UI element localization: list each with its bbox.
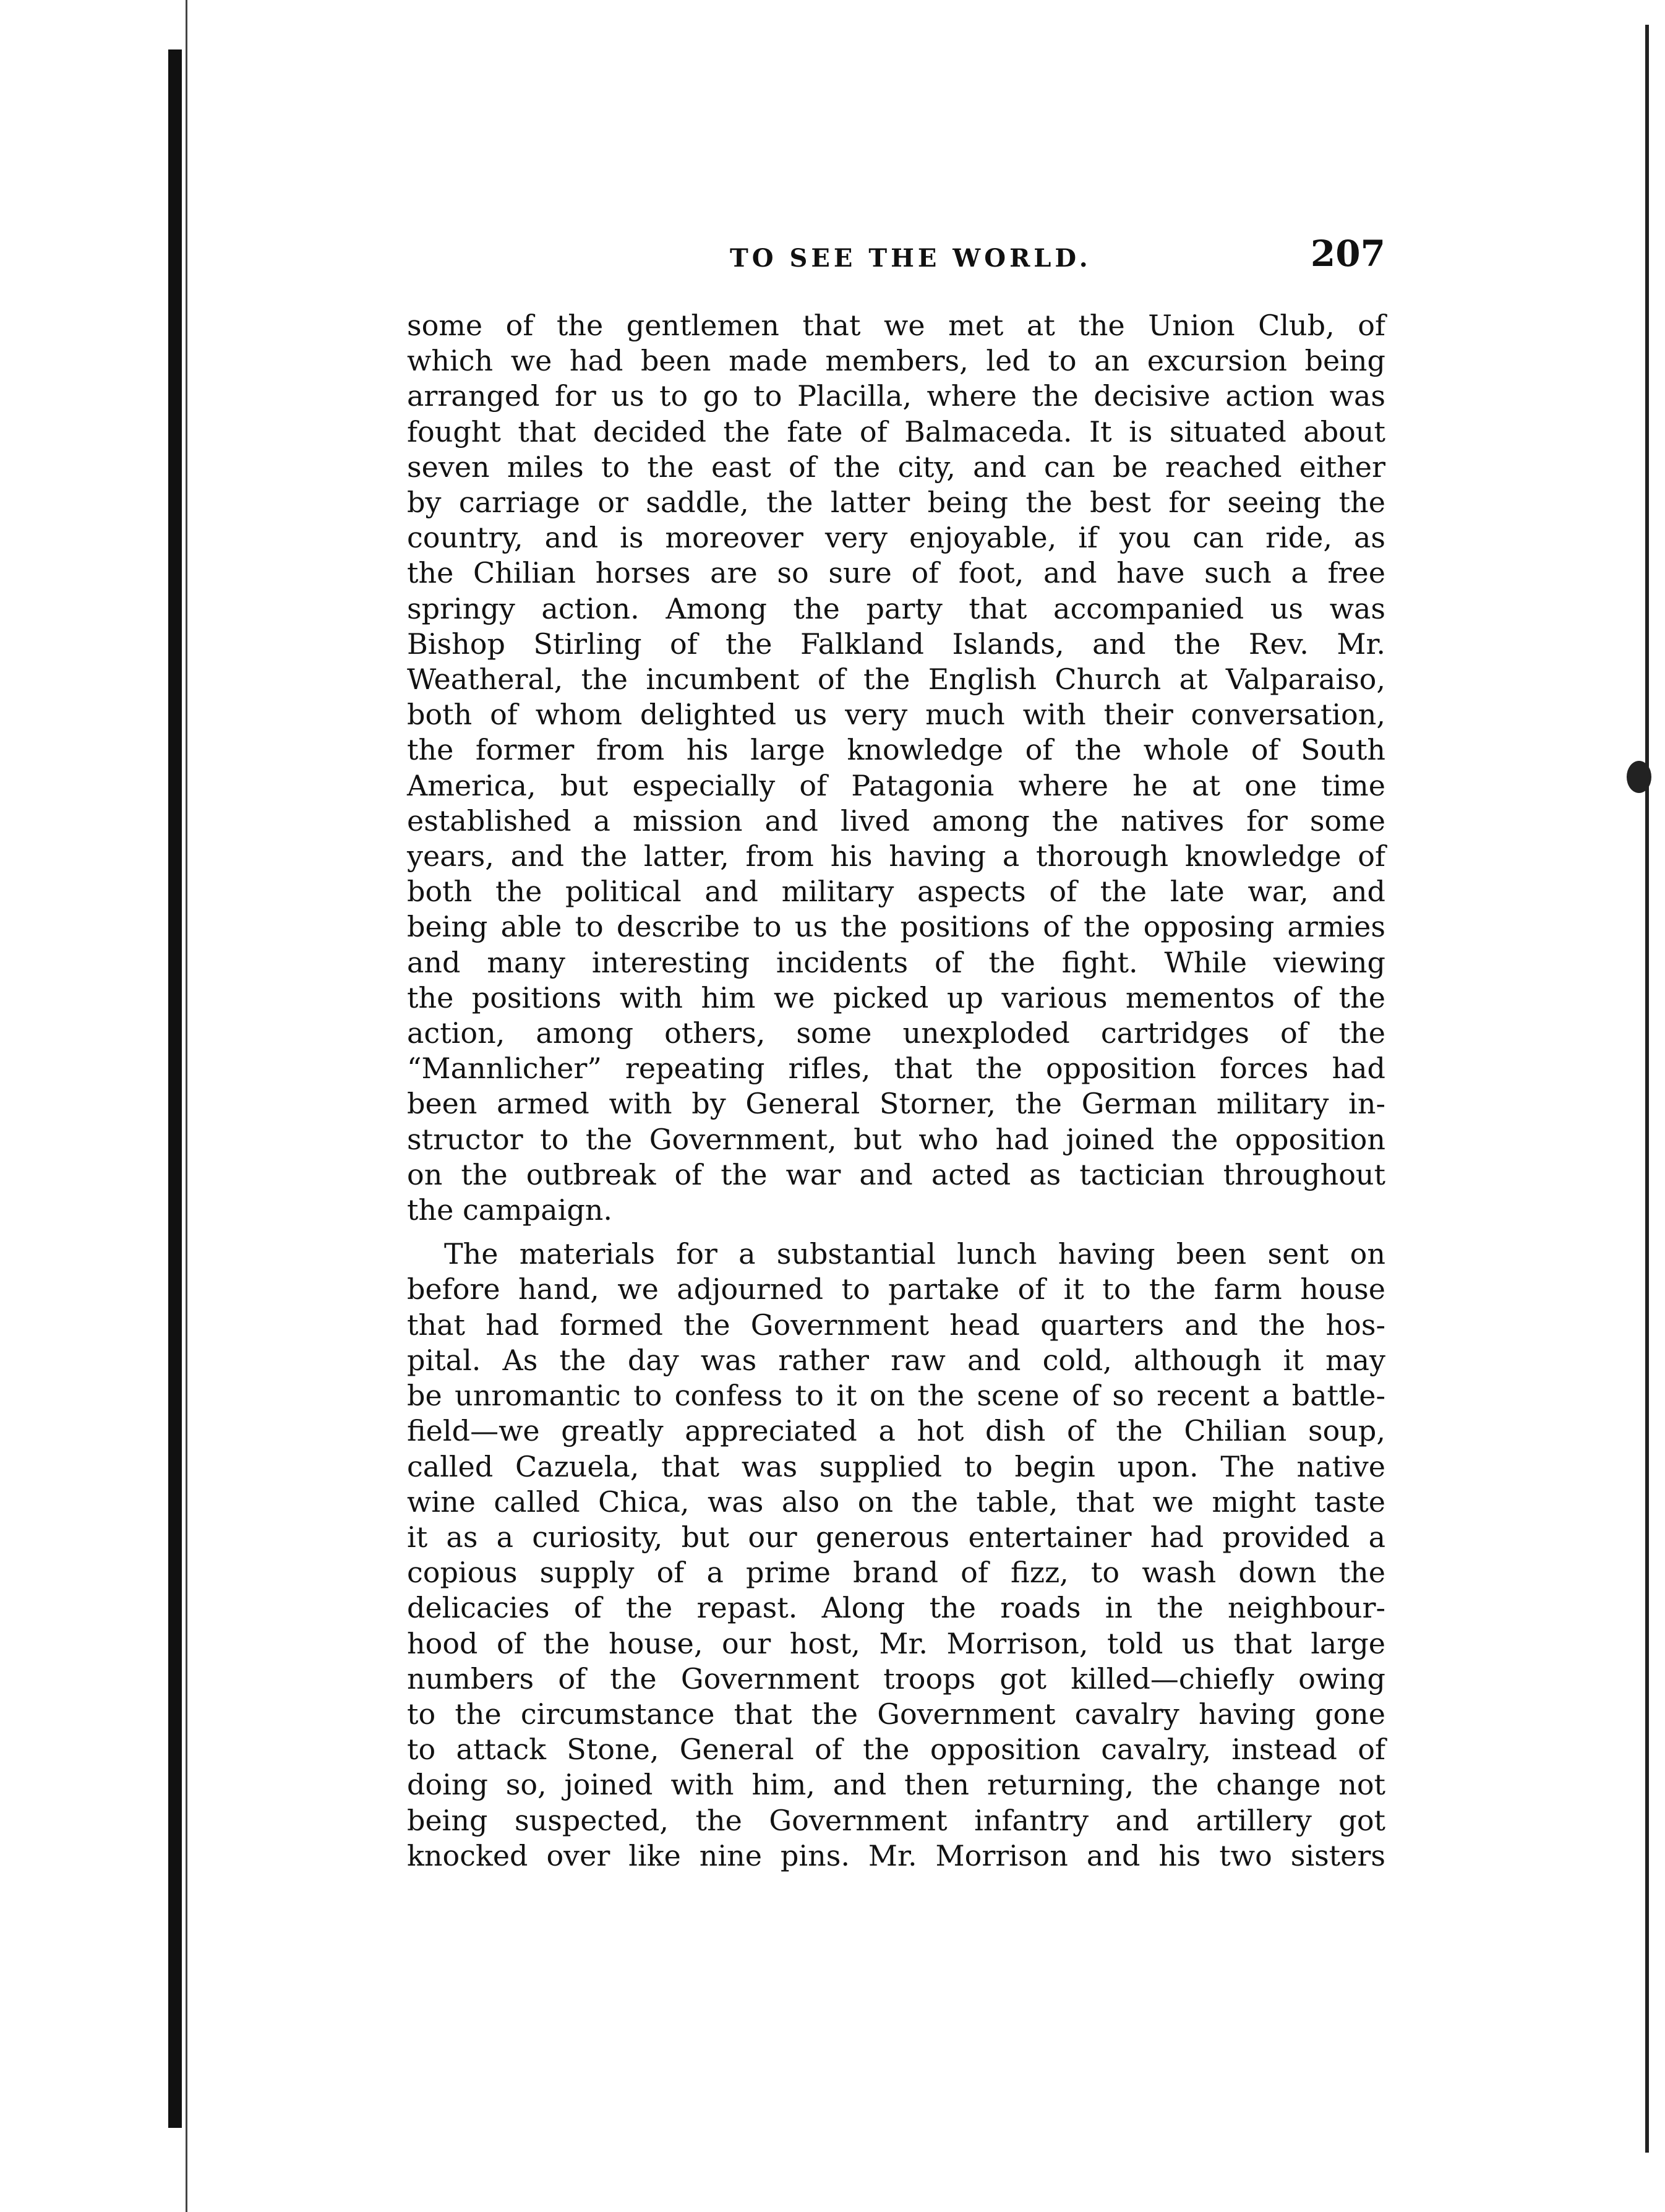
page-right-edge — [1645, 25, 1649, 2153]
text-line: the campaign. — [407, 1193, 613, 1227]
text-line: both the political and military aspects of the late war, and — [407, 875, 1385, 909]
text-line: before hand, we adjourned to partake of it to the farm house — [407, 1272, 1385, 1306]
text-line: Weatheral, the incumbent of the English Church at Valparaiso, — [407, 662, 1385, 697]
text-line: on the outbreak of the war and acted as tactician throughout — [407, 1157, 1385, 1191]
running-title: TO SEE THE WORLD. — [730, 244, 1092, 273]
text-line: fought that decided the fate of Balmaceda. It is situated about — [407, 414, 1385, 448]
text-line: the Chilian horses are so sure of foot, and have such a free — [407, 556, 1385, 590]
text-line: some of the gentlemen that we met at the Union Club, of — [407, 309, 1385, 342]
text-line: seven miles to the east of the city, and can be reached either — [407, 450, 1385, 484]
text-line: action, among others, some unexploded cartridges of the — [407, 1016, 1385, 1050]
text-line: structor to the Government, but who had joined the opposition — [407, 1122, 1385, 1156]
text-line: to attack Stone, General of the opposition cavalry, instead of — [407, 1733, 1385, 1767]
text-line: knocked over like nine pins. Mr. Morrison and his two sisters — [407, 1838, 1385, 1872]
paragraph-2 — [407, 1237, 1385, 1874]
text-line: by carriage or saddle, the latter being the best for seeing the — [407, 486, 1385, 520]
page-left-edge — [186, 0, 187, 2212]
text-line: “Mannlicher” repeating rifles, that the opposition forces had — [407, 1052, 1385, 1086]
text-line: the positions with him we picked up various mementos of the — [407, 980, 1385, 1014]
text-line: delicacies of the repast. Along the roads in the neighbour- — [407, 1591, 1385, 1625]
text-line: hood of the house, our host, Mr. Morrison, told us that large — [407, 1626, 1385, 1660]
binding-edge — [168, 49, 182, 2128]
text-line: be unromantic to confess to it on the scene of so recent a battle- — [407, 1379, 1385, 1413]
text-line: to the circumstance that the Government cavalry having gone — [407, 1697, 1385, 1731]
text-line: been armed with by General Storner, the German military in- — [407, 1087, 1385, 1121]
gutter-margin — [0, 0, 173, 2212]
text-line: numbers of the Government troops got killed—chiefly owing — [407, 1661, 1385, 1695]
text-line: springy action. Among the party that accompanied us was — [407, 591, 1385, 625]
text-line: which we had been made members, led to an excursion being — [407, 344, 1385, 378]
text-line: America, but especially of Patagonia where he at one time — [407, 768, 1385, 802]
text-line: doing so, joined with him, and then returning, the change not — [407, 1768, 1385, 1802]
text-line: country, and is moreover very enjoyable, if you can ride, as — [407, 521, 1385, 555]
text-line: it as a curiosity, but our generous entertainer had provided a — [407, 1520, 1385, 1554]
text-line: field—we greatly appreciated a hot dish of the Chilian soup, — [407, 1414, 1385, 1448]
ink-spot — [1627, 761, 1651, 793]
paragraph-1 — [407, 308, 1385, 1228]
text-line: being able to describe to us the positions of the opposing armies — [407, 910, 1385, 944]
body-text — [407, 308, 1385, 1874]
running-head — [408, 233, 1385, 282]
text-line: The materials for a substantial lunch having been sent on — [444, 1237, 1385, 1271]
text-line: called Cazuela, that was supplied to begin upon. The native — [407, 1449, 1385, 1483]
text-line: being suspected, the Government infantry and artillery got — [407, 1803, 1385, 1837]
page-number: 207 — [1310, 233, 1385, 275]
text-line: years, and the latter, from his having a thorough knowledge of — [407, 839, 1385, 873]
paragraph-gap — [407, 1228, 1385, 1237]
text-line: both of whom delighted us very much with their conversation, — [407, 698, 1385, 732]
text-line: that had formed the Government head quarters and the hos- — [407, 1308, 1385, 1342]
text-line: established a mission and lived among the natives for some — [407, 804, 1385, 838]
text-line: the former from his large knowledge of the whole of South — [407, 733, 1385, 767]
text-line: wine called Chica, was also on the table, that we might taste — [407, 1485, 1385, 1519]
text-line: copious supply of a prime brand of fizz, to wash down the — [407, 1556, 1385, 1590]
text-line: arranged for us to go to Placilla, where the decisive action was — [407, 379, 1385, 413]
text-line: and many interesting incidents of the fight. While viewing — [407, 945, 1385, 979]
text-line: pital. As the day was rather raw and cold, although it may — [407, 1343, 1385, 1377]
text-line: Bishop Stirling of the Falkland Islands, and the Rev. Mr. — [407, 627, 1385, 661]
